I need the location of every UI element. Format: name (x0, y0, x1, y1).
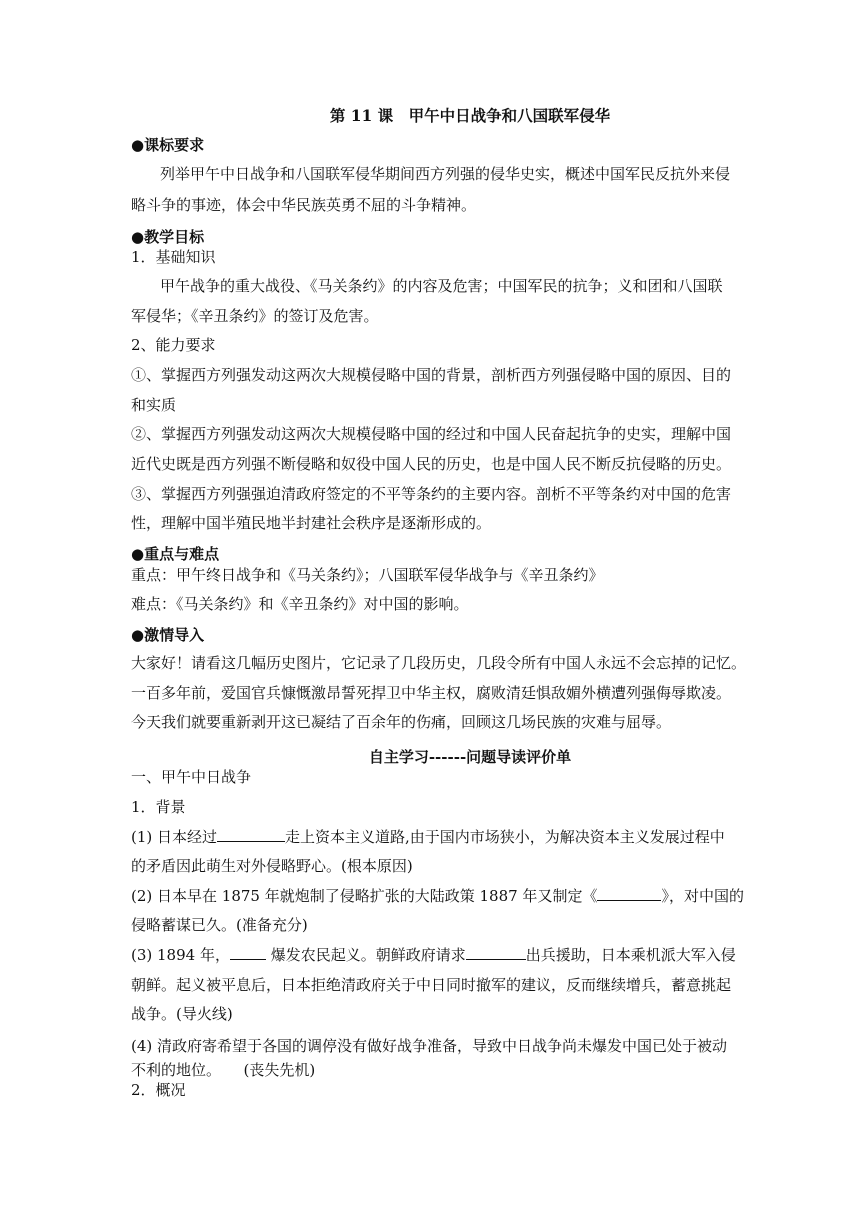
background-label: 1．背景 (131, 798, 186, 816)
question-1-line-2: 的矛盾因此萌生对外侵略野心。(根本原因) (131, 857, 413, 875)
objectives-sub1-line-1: 甲午战争的重大战役、《马关条约》的内容及危害；中国军民的抗争；义和团和八国联 (160, 277, 723, 295)
objectives-item-1b: 和实质 (131, 396, 177, 414)
keypoints-heading: ●重点与难点 (131, 545, 220, 563)
objectives-item-2b: 近代史既是西方列强不断侵略和奴役中国人民的历史，也是中国人民不断反抗侵略的历史。 (131, 455, 732, 473)
intro-heading: ●激情导入 (131, 626, 205, 644)
objectives-heading: ●教学目标 (131, 228, 205, 246)
question-1-text-a: (1) 日本经过 (131, 828, 218, 846)
question-3-text-c: 出兵援助，日本乘机派大军入侵 (525, 946, 736, 964)
question-3-text-b: 爆发农民起义。朝鲜政府请求 (265, 946, 466, 964)
question-1-text-b: 走上资本主义道路,由于国内市场狭小，为解决资本主义发展过程中 (285, 828, 725, 846)
answer-blank-2[interactable] (597, 886, 661, 901)
objectives-item-2a: ②、掌握西方列强发动这两次大规模侵略中国的经过和中国人民奋起抗争的史实，理解中国 (131, 425, 732, 443)
intro-line-2: 一百多年前，爱国官兵慷慨激昂誓死捍卫中华主权，腐败清廷惧敌媚外横遭列强侮辱欺凌。 (131, 684, 732, 702)
objectives-sub2: 2、能力要求 (131, 336, 216, 354)
question-2-line-1 (131, 885, 744, 906)
objectives-sub1-line-2: 军侵华；《辛丑条约》的签订及危害。 (131, 307, 379, 325)
question-2-text-b: 》，对中国的 (661, 887, 744, 905)
question-2-line-2: 侵略蓄谋已久。(准备充分) (131, 916, 308, 934)
keypoints-line-2: 难点：《马关条约》和《辛丑条约》对中国的影响。 (131, 595, 469, 613)
question-4-line-1: (4) 清政府寄希望于各国的调停没有做好战争准备，导致中日战争尚未爆发中国已处于被动 (131, 1037, 728, 1055)
objectives-item-1a: ①、掌握西方列强发动这两次大规模侵略中国的背景，剖析西方列强侵略中国的原因、目的 (131, 366, 732, 384)
objectives-sub1: 1．基础知识 (131, 248, 216, 266)
selfstudy-part1: 一、甲午中日战争 (131, 768, 252, 786)
objectives-item-3a: ③、掌握西方列强强迫清政府签定的不平等条约的主要内容。剖析不平等条约对中国的危害 (131, 485, 732, 503)
curriculum-heading: ●课标要求 (131, 136, 205, 154)
question-2-text-a: (2) 日本早在 1875 年就炮制了侵略扩张的大陆政策 1887 年又制定《 (131, 887, 598, 905)
question-3-line-1 (131, 944, 736, 965)
intro-line-3: 今天我们就要重新剥开这已凝结了百余年的伤痛，回顾这几场民族的灾难与屈辱。 (131, 713, 672, 731)
selfstudy-heading: 自主学习------问题导读评价单 (368, 748, 572, 766)
question-1-line-1 (131, 826, 725, 847)
overview-label: 2．概况 (131, 1081, 186, 1099)
question-3-line-3: 战争。(导火线) (131, 1005, 233, 1023)
answer-blank-4[interactable] (466, 945, 526, 960)
question-3-text-a: (3) 1894 年， (131, 946, 230, 964)
curriculum-line-1: 列举甲午中日战争和八国联军侵华期间西方列强的侵华史实，概述中国军民反抗外来侵 (160, 165, 731, 183)
answer-blank-1[interactable] (217, 827, 285, 842)
question-3-line-2: 朝鲜。起义被平息后，日本拒绝清政府关于中日同时撤军的建议，反而继续增兵，蓄意挑起 (131, 976, 732, 994)
curriculum-line-2: 略斗争的事迹，体会中华民族英勇不屈的斗争精神。 (131, 196, 477, 214)
objectives-item-3b: 性，理解中国半殖民地半封建社会秩序是逐渐形成的。 (131, 514, 492, 532)
lesson-title: 第 11 课 甲午中日战争和八国联军侵华 (329, 106, 611, 125)
intro-line-1: 大家好！请看这几幅历史图片，它记录了几段历史，几段令所有中国人永远不会忘掉的记忆。 (131, 654, 747, 672)
question-4-line-2: 不利的地位。 (丧失先机) (131, 1061, 316, 1079)
answer-blank-3[interactable] (230, 945, 266, 960)
keypoints-line-1: 重点：甲午终日战争和《马关条约》；八国联军侵华战争与《辛丑条约》 (131, 566, 604, 584)
